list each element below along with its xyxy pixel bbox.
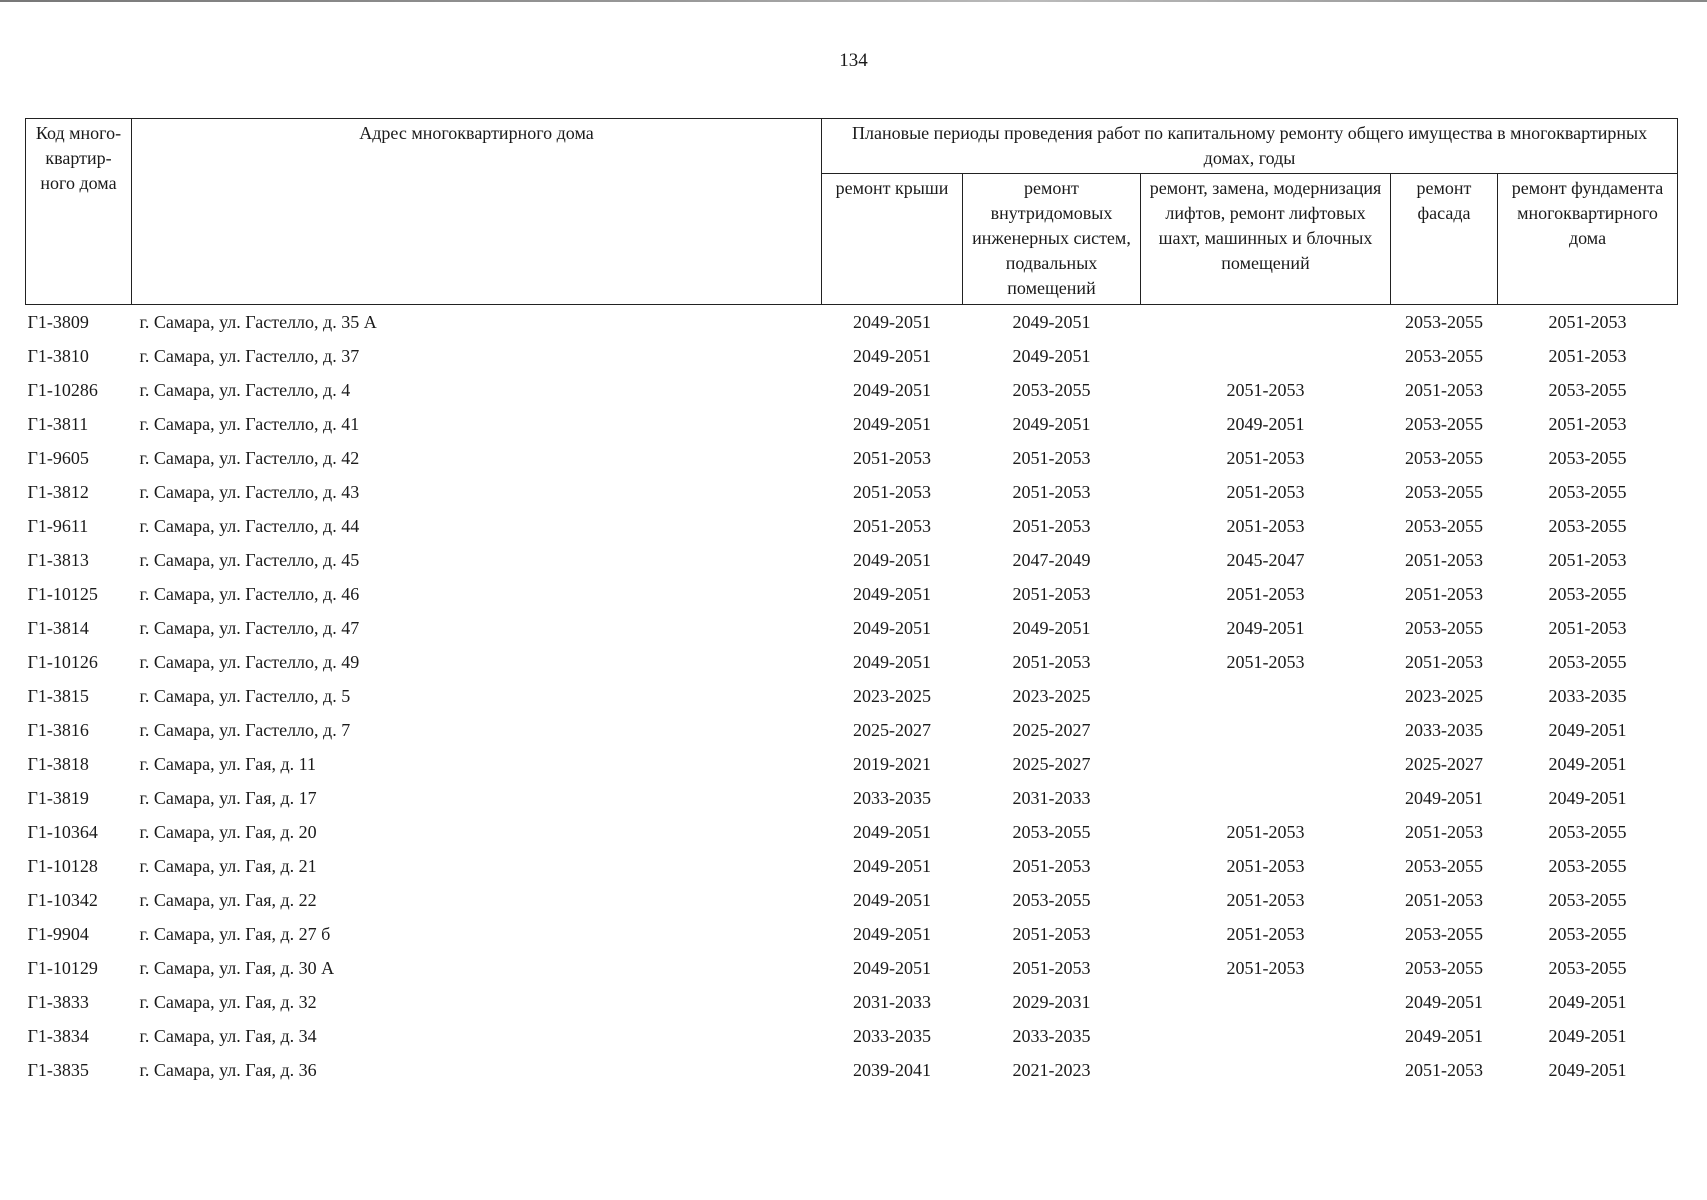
header-facade: ремонт фасада	[1391, 174, 1498, 305]
building-code-cell: Г1-9605	[27, 448, 89, 468]
engineering-period-cell: 2049-2051	[1012, 618, 1091, 638]
engineering-period-cell: 2049-2051	[1012, 346, 1091, 366]
building-code-cell: Г1-3810	[27, 346, 89, 366]
lifts-period-cell	[1141, 305, 1391, 340]
roof-period-cell: 2049-2051	[853, 924, 931, 944]
foundation-period-cell: 2053-2055	[1548, 652, 1627, 672]
header-building-code: Код много-квартир-ного дома	[26, 119, 132, 305]
roof-period-cell: 2049-2051	[853, 414, 931, 434]
lifts-period-cell: 2051-2053	[1226, 890, 1305, 910]
table-row	[26, 713, 1678, 747]
address-cell: г. Самара, ул. Гастелло, д. 7	[139, 720, 351, 740]
lifts-period-cell	[1141, 339, 1391, 373]
foundation-period-cell: 2053-2055	[1548, 448, 1627, 468]
lifts-period-cell	[1141, 747, 1391, 781]
address-cell: г. Самара, ул. Гастелло, д. 41	[139, 414, 360, 434]
roof-period-cell: 2049-2051	[853, 550, 931, 570]
foundation-period-cell: 2049-2051	[1548, 754, 1627, 774]
table-row	[26, 951, 1678, 985]
facade-period-cell: 2053-2055	[1405, 346, 1483, 366]
table-row	[26, 815, 1678, 849]
building-code-cell: Г1-10342	[27, 890, 98, 910]
lifts-period-cell: 2051-2053	[1226, 584, 1305, 604]
roof-period-cell: 2051-2053	[853, 448, 931, 468]
foundation-period-cell: 2049-2051	[1548, 1060, 1627, 1080]
engineering-period-cell: 2053-2055	[1012, 890, 1091, 910]
roof-period-cell: 2049-2051	[853, 890, 931, 910]
roof-period-cell: 2049-2051	[853, 822, 931, 842]
facade-period-cell: 2053-2055	[1405, 856, 1483, 876]
capital-repair-schedule-table	[25, 118, 1678, 1087]
address-cell: г. Самара, ул. Гастелло, д. 46	[139, 584, 360, 604]
table-row	[26, 883, 1678, 917]
lifts-period-cell	[1141, 679, 1391, 713]
lifts-period-cell: 2051-2053	[1226, 958, 1305, 978]
engineering-period-cell: 2047-2049	[1012, 550, 1091, 570]
facade-period-cell: 2051-2053	[1405, 380, 1483, 400]
engineering-period-cell: 2051-2053	[1012, 584, 1091, 604]
lifts-period-cell: 2051-2053	[1226, 448, 1305, 468]
foundation-period-cell: 2051-2053	[1548, 414, 1627, 434]
lifts-period-cell: 2051-2053	[1226, 482, 1305, 502]
address-cell: г. Самара, ул. Гая, д. 11	[139, 754, 317, 774]
facade-period-cell: 2025-2027	[1405, 754, 1483, 774]
roof-period-cell: 2033-2035	[853, 1026, 931, 1046]
engineering-period-cell: 2053-2055	[1012, 380, 1091, 400]
table-row	[26, 577, 1678, 611]
table-row	[26, 917, 1678, 951]
building-code-cell: Г1-10364	[27, 822, 98, 842]
facade-period-cell: 2049-2051	[1405, 1026, 1483, 1046]
address-cell: г. Самара, ул. Гастелло, д. 35 А	[139, 312, 377, 332]
foundation-period-cell: 2053-2055	[1548, 584, 1627, 604]
address-cell: г. Самара, ул. Гая, д. 32	[139, 992, 317, 1012]
building-code-cell: Г1-9611	[27, 516, 89, 536]
table-row	[26, 781, 1678, 815]
engineering-period-cell: 2023-2025	[1012, 686, 1091, 706]
foundation-period-cell: 2051-2053	[1548, 550, 1627, 570]
roof-period-cell: 2049-2051	[853, 312, 931, 332]
facade-period-cell: 2051-2053	[1405, 550, 1483, 570]
table-row	[26, 509, 1678, 543]
engineering-period-cell: 2049-2051	[1012, 312, 1091, 332]
roof-period-cell: 2025-2027	[853, 720, 931, 740]
address-cell: г. Самара, ул. Гастелло, д. 47	[139, 618, 360, 638]
facade-period-cell: 2053-2055	[1405, 482, 1483, 502]
engineering-period-cell: 2051-2053	[1012, 652, 1091, 672]
roof-period-cell: 2019-2021	[853, 754, 931, 774]
engineering-period-cell: 2051-2053	[1012, 856, 1091, 876]
foundation-period-cell: 2033-2035	[1548, 686, 1627, 706]
facade-period-cell: 2051-2053	[1405, 822, 1483, 842]
engineering-period-cell: 2031-2033	[1012, 788, 1091, 808]
building-code-cell: Г1-10125	[27, 584, 98, 604]
building-code-cell: Г1-3814	[27, 618, 89, 638]
lifts-period-cell	[1141, 985, 1391, 1019]
foundation-period-cell: 2049-2051	[1548, 720, 1627, 740]
table-row	[26, 305, 1678, 340]
address-cell: г. Самара, ул. Гастелло, д. 45	[139, 550, 360, 570]
foundation-period-cell: 2053-2055	[1548, 516, 1627, 536]
address-cell: г. Самара, ул. Гая, д. 17	[139, 788, 317, 808]
header-planned-periods: Плановые периоды проведения работ по капитальному ремонту общего имущества в многоквартирных домах, годы	[822, 119, 1678, 174]
engineering-period-cell: 2051-2053	[1012, 516, 1091, 536]
address-cell: г. Самара, ул. Гая, д. 20	[139, 822, 317, 842]
table-row	[26, 475, 1678, 509]
table-row	[26, 1019, 1678, 1053]
foundation-period-cell: 2053-2055	[1548, 482, 1627, 502]
table-row	[26, 441, 1678, 475]
table-row	[26, 543, 1678, 577]
table-row	[26, 679, 1678, 713]
roof-period-cell: 2049-2051	[853, 856, 931, 876]
lifts-period-cell: 2051-2053	[1226, 856, 1305, 876]
facade-period-cell: 2049-2051	[1405, 992, 1483, 1012]
building-code-cell: Г1-3835	[27, 1060, 89, 1080]
roof-period-cell: 2033-2035	[853, 788, 931, 808]
foundation-period-cell: 2053-2055	[1548, 924, 1627, 944]
lifts-period-cell: 2051-2053	[1226, 924, 1305, 944]
engineering-period-cell: 2053-2055	[1012, 822, 1091, 842]
building-code-cell: Г1-3834	[27, 1026, 89, 1046]
address-cell: г. Самара, ул. Гая, д. 36	[139, 1060, 317, 1080]
building-code-cell: Г1-3815	[27, 686, 89, 706]
foundation-period-cell: 2053-2055	[1548, 856, 1627, 876]
engineering-period-cell: 2029-2031	[1012, 992, 1091, 1012]
building-code-cell: Г1-3813	[27, 550, 89, 570]
table-row	[26, 645, 1678, 679]
building-code-cell: Г1-3818	[27, 754, 89, 774]
lifts-period-cell: 2051-2053	[1226, 652, 1305, 672]
engineering-period-cell: 2051-2053	[1012, 924, 1091, 944]
lifts-period-cell: 2051-2053	[1226, 516, 1305, 536]
facade-period-cell: 2053-2055	[1405, 414, 1483, 434]
address-cell: г. Самара, ул. Гастелло, д. 4	[139, 380, 351, 400]
lifts-period-cell	[1141, 1053, 1391, 1087]
table-row	[26, 849, 1678, 883]
building-code-cell: Г1-9904	[27, 924, 89, 944]
roof-period-cell: 2049-2051	[853, 380, 931, 400]
foundation-period-cell: 2053-2055	[1548, 822, 1627, 842]
table-row	[26, 611, 1678, 645]
foundation-period-cell: 2051-2053	[1548, 618, 1627, 638]
table-row	[26, 339, 1678, 373]
scan-top-edge	[0, 0, 1707, 2]
header-address: Адрес многоквартирного дома	[132, 119, 822, 305]
table-row	[26, 373, 1678, 407]
header-roof-repair: ремонт крыши	[822, 174, 963, 305]
facade-period-cell: 2053-2055	[1405, 312, 1483, 332]
roof-period-cell: 2051-2053	[853, 482, 931, 502]
foundation-period-cell: 2051-2053	[1548, 312, 1627, 332]
table-row	[26, 407, 1678, 441]
address-cell: г. Самара, ул. Гастелло, д. 49	[139, 652, 360, 672]
foundation-period-cell: 2053-2055	[1548, 380, 1627, 400]
table-body	[26, 305, 1678, 1088]
table-row	[26, 747, 1678, 781]
roof-period-cell: 2049-2051	[853, 652, 931, 672]
engineering-period-cell: 2051-2053	[1012, 448, 1091, 468]
roof-period-cell: 2051-2053	[853, 516, 931, 536]
facade-period-cell: 2033-2035	[1405, 720, 1483, 740]
engineering-period-cell: 2025-2027	[1012, 754, 1091, 774]
foundation-period-cell: 2051-2053	[1548, 346, 1627, 366]
building-code-cell: Г1-3809	[27, 312, 89, 332]
facade-period-cell: 2053-2055	[1405, 618, 1483, 638]
roof-period-cell: 2039-2041	[853, 1060, 931, 1080]
lifts-period-cell	[1141, 781, 1391, 815]
address-cell: г. Самара, ул. Гастелло, д. 43	[139, 482, 360, 502]
header-foundation: ремонт фундамента многоквартирного дома	[1498, 174, 1678, 305]
facade-period-cell: 2053-2055	[1405, 516, 1483, 536]
table-header	[26, 119, 1678, 305]
building-code-cell: Г1-3812	[27, 482, 89, 502]
lifts-period-cell	[1141, 1019, 1391, 1053]
facade-period-cell: 2051-2053	[1405, 584, 1483, 604]
foundation-period-cell: 2049-2051	[1548, 788, 1627, 808]
building-code-cell: Г1-3811	[27, 414, 89, 434]
roof-period-cell: 2049-2051	[853, 584, 931, 604]
facade-period-cell: 2051-2053	[1405, 890, 1483, 910]
table-row	[26, 1053, 1678, 1087]
foundation-period-cell: 2049-2051	[1548, 992, 1627, 1012]
address-cell: г. Самара, ул. Гастелло, д. 5	[139, 686, 351, 706]
engineering-period-cell: 2033-2035	[1012, 1026, 1091, 1046]
lifts-period-cell: 2051-2053	[1226, 380, 1305, 400]
lifts-period-cell: 2049-2051	[1226, 618, 1305, 638]
facade-period-cell: 2023-2025	[1405, 686, 1483, 706]
engineering-period-cell: 2051-2053	[1012, 958, 1091, 978]
building-code-cell: Г1-3833	[27, 992, 89, 1012]
engineering-period-cell: 2049-2051	[1012, 414, 1091, 434]
lifts-period-cell: 2049-2051	[1226, 414, 1305, 434]
roof-period-cell: 2049-2051	[853, 346, 931, 366]
address-cell: г. Самара, ул. Гая, д. 22	[139, 890, 317, 910]
foundation-period-cell: 2053-2055	[1548, 958, 1627, 978]
address-cell: г. Самара, ул. Гастелло, д. 37	[139, 346, 360, 366]
facade-period-cell: 2053-2055	[1405, 448, 1483, 468]
foundation-period-cell: 2053-2055	[1548, 890, 1627, 910]
facade-period-cell: 2049-2051	[1405, 788, 1483, 808]
engineering-period-cell: 2021-2023	[1012, 1060, 1091, 1080]
facade-period-cell: 2051-2053	[1405, 652, 1483, 672]
facade-period-cell: 2051-2053	[1405, 1060, 1483, 1080]
table-row	[26, 985, 1678, 1019]
foundation-period-cell: 2049-2051	[1548, 1026, 1627, 1046]
building-code-cell: Г1-10126	[27, 652, 98, 672]
address-cell: г. Самара, ул. Гая, д. 30 А	[139, 958, 335, 978]
header-lifts: ремонт, замена, модернизация лифтов, ремонт лифтовых шахт, машинных и блочных помещений	[1141, 174, 1391, 305]
lifts-period-cell	[1141, 713, 1391, 747]
engineering-period-cell: 2025-2027	[1012, 720, 1091, 740]
roof-period-cell: 2049-2051	[853, 958, 931, 978]
address-cell: г. Самара, ул. Гая, д. 34	[139, 1026, 317, 1046]
header-engineering-systems: ремонт внутридомовых инженерных систем, подвальных помещений	[963, 174, 1141, 305]
address-cell: г. Самара, ул. Гастелло, д. 44	[139, 516, 360, 536]
building-code-cell: Г1-10128	[27, 856, 98, 876]
building-code-cell: Г1-3819	[27, 788, 89, 808]
page-number: 134	[839, 50, 868, 71]
address-cell: г. Самара, ул. Гастелло, д. 42	[139, 448, 360, 468]
roof-period-cell: 2049-2051	[853, 618, 931, 638]
facade-period-cell: 2053-2055	[1405, 924, 1483, 944]
address-cell: г. Самара, ул. Гая, д. 21	[139, 856, 317, 876]
building-code-cell: Г1-3816	[27, 720, 89, 740]
lifts-period-cell: 2045-2047	[1226, 550, 1305, 570]
building-code-cell: Г1-10286	[27, 380, 98, 400]
roof-period-cell: 2031-2033	[853, 992, 931, 1012]
address-cell: г. Самара, ул. Гая, д. 27 б	[139, 924, 331, 944]
engineering-period-cell: 2051-2053	[1012, 482, 1091, 502]
lifts-period-cell: 2051-2053	[1226, 822, 1305, 842]
roof-period-cell: 2023-2025	[853, 686, 931, 706]
building-code-cell: Г1-10129	[27, 958, 98, 978]
facade-period-cell: 2053-2055	[1405, 958, 1483, 978]
